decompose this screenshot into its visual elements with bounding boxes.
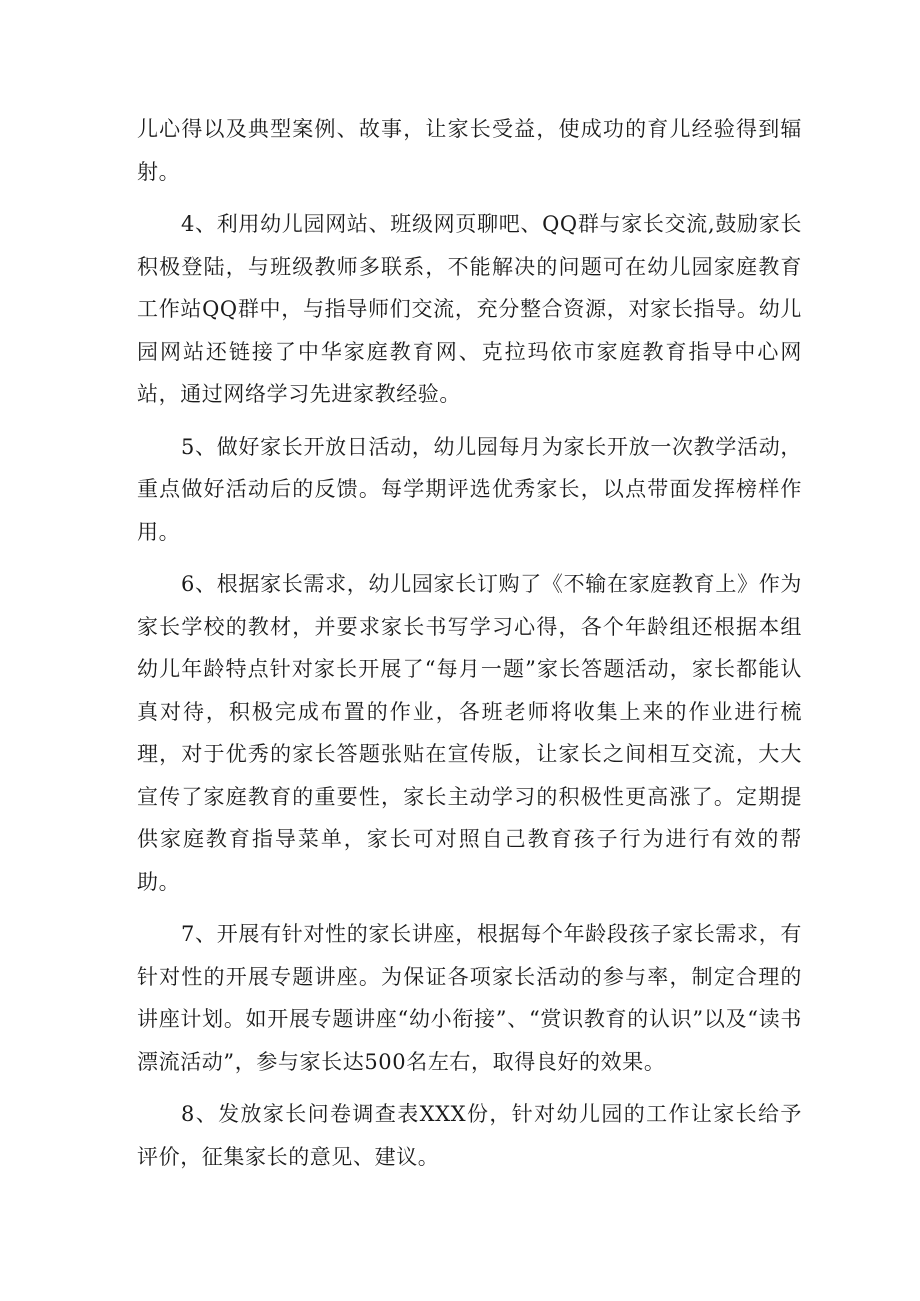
paragraph-continuation: 儿心得以及典型案例、故事，让家长受益，使成功的育儿经验得到辐射。 [137,117,802,184]
paragraph-item-6: 6、根据家长需求，幼儿园家长订购了《不输在家庭教育上》作为家长学校的教材，并要求家长书写学习心得，各个年龄组还根据本组幼儿年龄特点针对家长开展了“每月一题”家长答题活动，家长都能认真对待，积极完成布置的作业，各班老师将收集上来的作业进行梳理，对于优秀的家长答题张贴在宣传版，让家长之间相互交流，大大宣传了家庭教育的重要性，家长主动学习的积极性更高涨了。定期提供家庭教育指导菜单，家长可对照自己教育孩子行为进行有效的帮助。 [137,572,802,894]
paragraph-item-8: 8、发放家长问卷调查表XXX份，针对幼儿园的工作让家长给予评价，征集家长的意见、建议。 [137,1102,802,1169]
document-body [137,108,802,1178]
paragraph-item-4: 4、利用幼儿园网站、班级网页聊吧、QQ群与家长交流,鼓励家长积极登陆，与班级教师多联系，不能解决的问题可在幼儿园家庭教育工作站QQ群中，与指导师们交流，充分整合资源，对家长指导。幼儿园网站还链接了中华家庭教育网、克拉玛依市家庭教育指导中心网站，通过网络学习先进家教经验。 [137,212,802,406]
paragraph-item-7: 7、开展有针对性的家长讲座，根据每个年龄段孩子家长需求，有针对性的开展专题讲座。为保证各项家长活动的参与率，制定合理的讲座计划。如开展专题讲座“幼小衔接”、“赏识教育的认识”以及“读书漂流活动”，参与家长达500名左右，取得良好的效果。 [137,922,802,1074]
paragraph-item-5: 5、做好家长开放日活动，幼儿园每月为家长开放一次教学活动，重点做好活动后的反馈。每学期评选优秀家长，以点带面发挥榜样作用。 [137,434,802,544]
